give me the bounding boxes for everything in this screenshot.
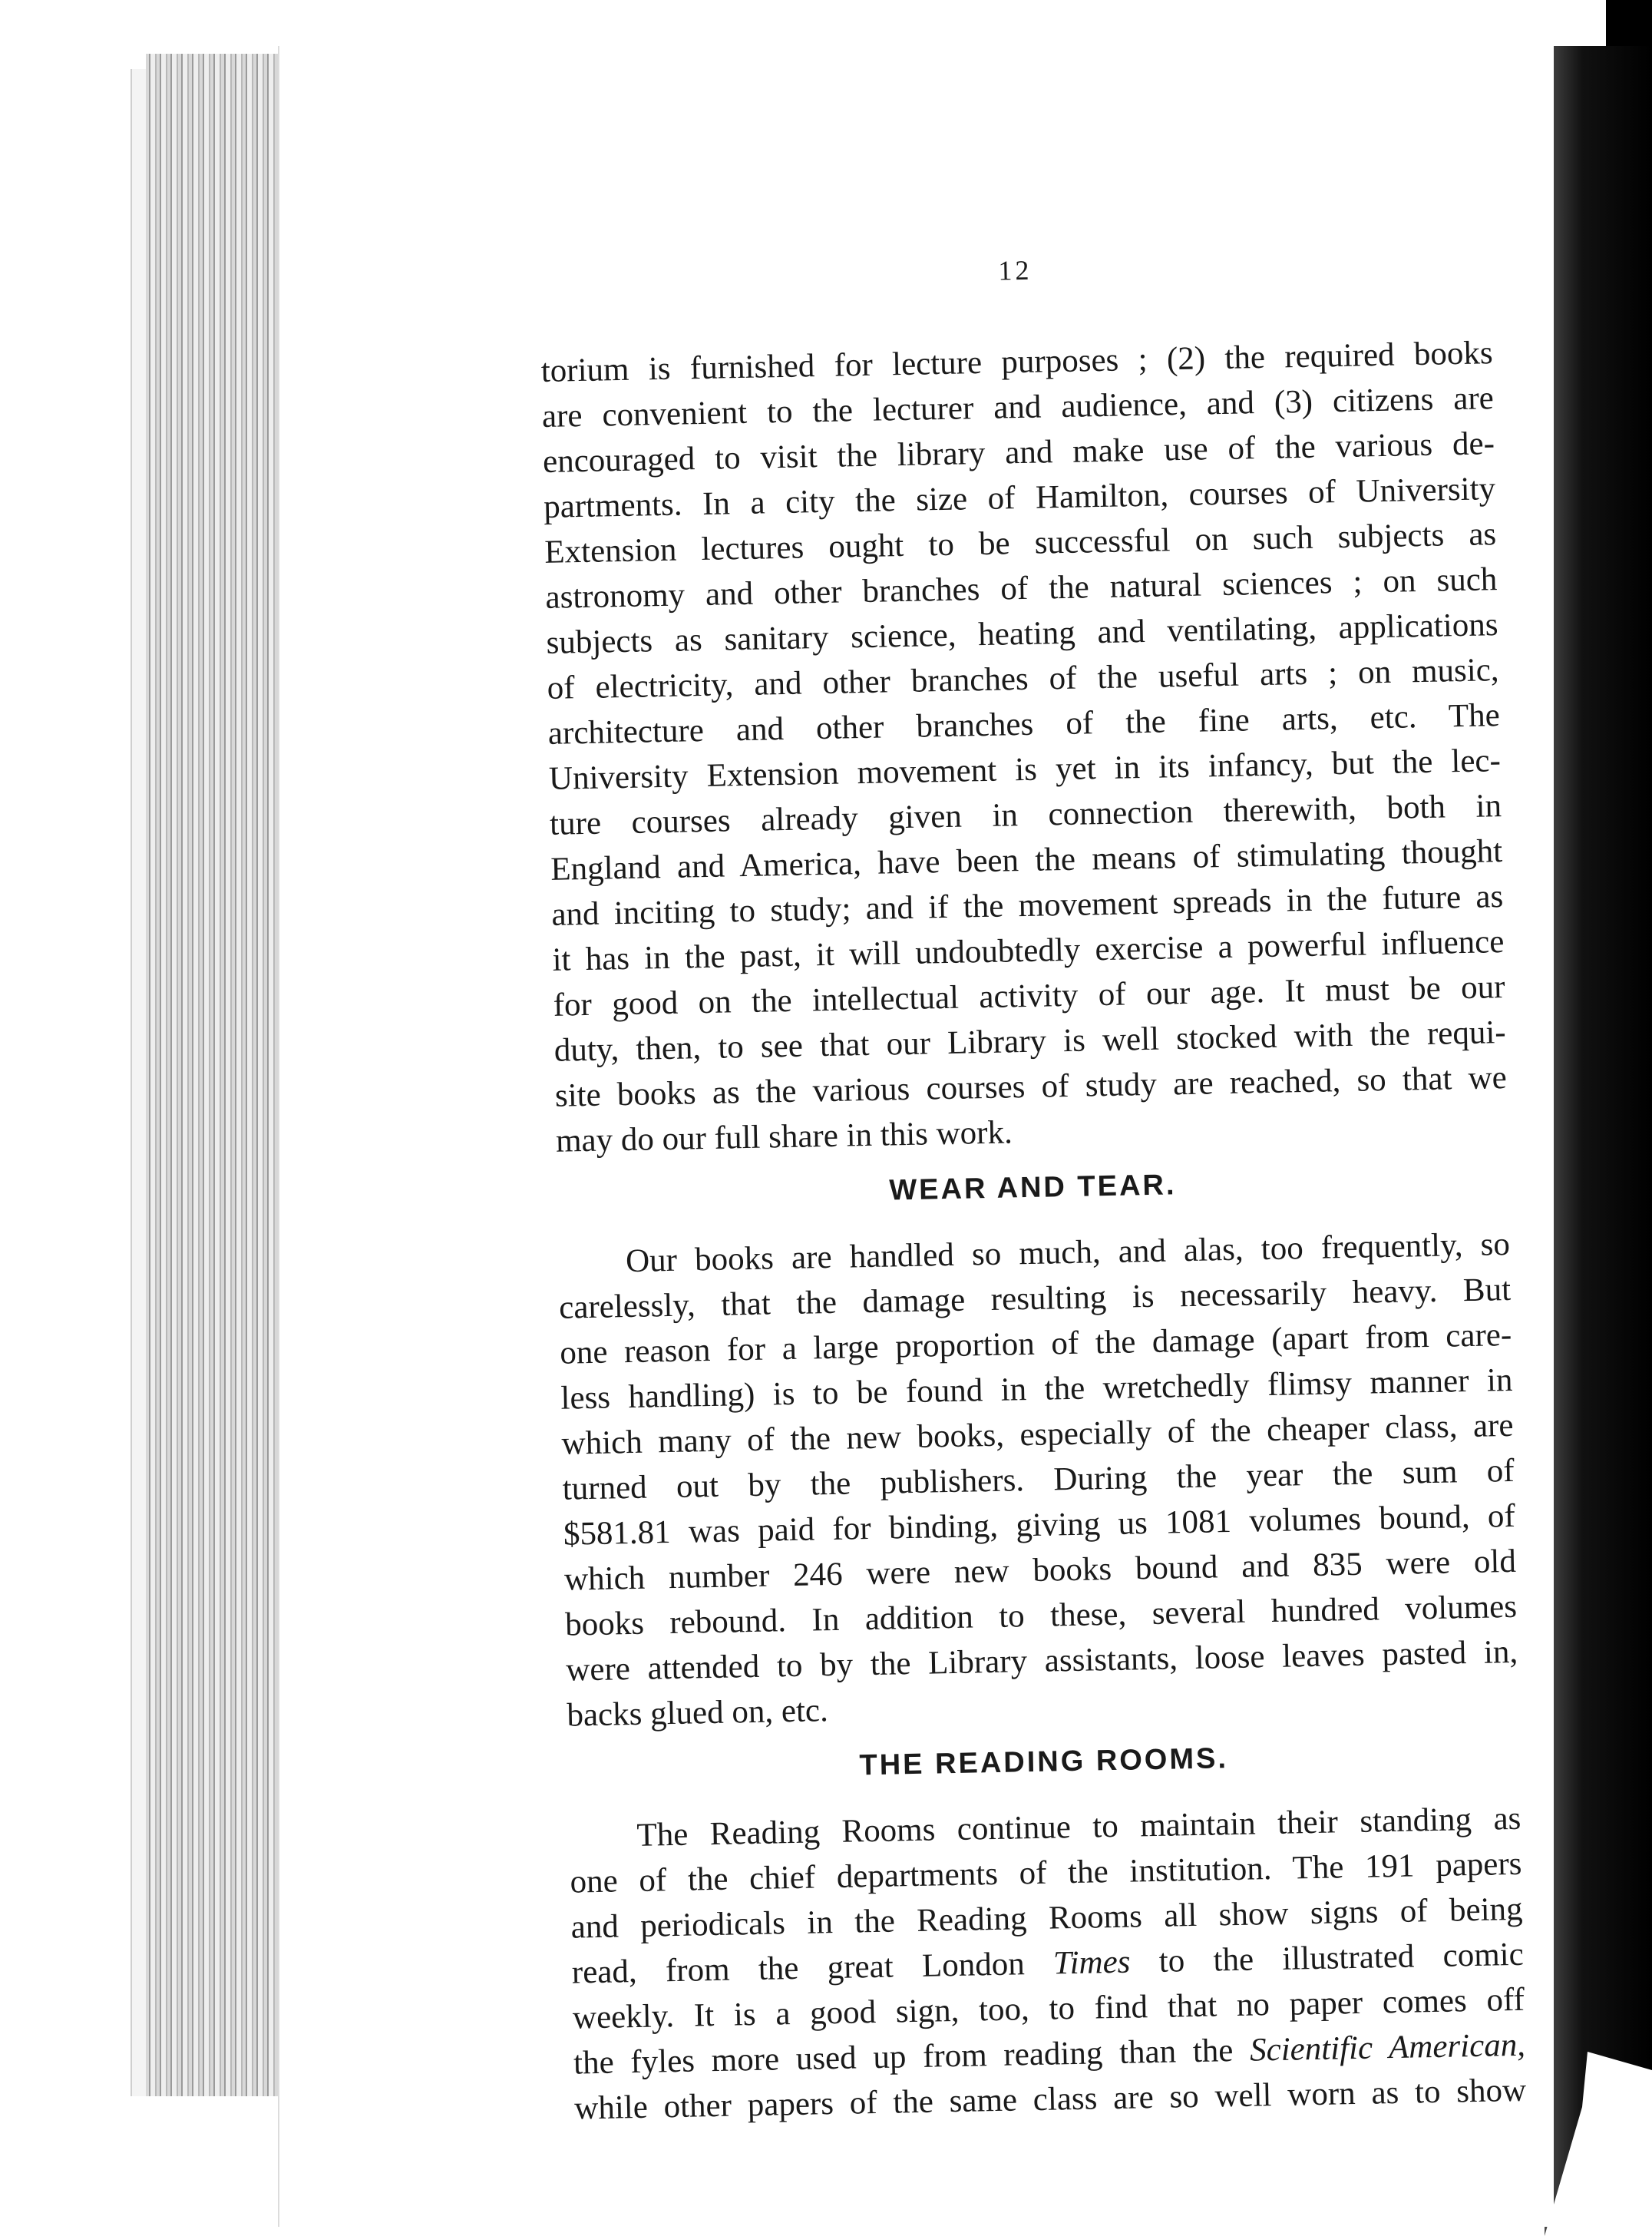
text-line: University Extension movement is yet in its infancy, but the lec-	[548, 743, 1502, 797]
text-line: $581.81 was paid for binding, giving us 1081 volumes bound, of	[563, 1497, 1516, 1553]
text-line: which many of the new books, especially of the cheaper class, are	[561, 1407, 1514, 1462]
text-line: one reason for a large proportion of the damage (apart from care-	[559, 1316, 1512, 1371]
text-line: backs glued on, etc.	[567, 1692, 829, 1734]
text-line: may do our full share in this work.	[555, 1114, 1013, 1159]
page-stack	[146, 54, 292, 2096]
text-line: subjects as sanitary science, heating and ventilating, applications	[546, 607, 1498, 661]
text-line: for good on the intellectual activity of our age. It must be our	[553, 969, 1505, 1024]
page-content	[539, 239, 1527, 2131]
text-line: books rebound. In addition to these, several hundred volumes	[564, 1588, 1518, 1643]
text-span: read, from the great London	[571, 1945, 1054, 1991]
text-line: England and America, have been the means of stimulating thought	[550, 833, 1503, 888]
text-line: while other papers of the same class are so well worn as to show	[573, 2072, 1527, 2127]
text-line: ture courses already given in connection therewith, both in	[549, 788, 1502, 842]
italic-title-times: Times	[1052, 1943, 1131, 1982]
paragraph-wear-and-tear	[558, 1222, 1519, 1738]
text-line: of electricity, and other branches of the useful arts ; on music,	[547, 652, 1500, 706]
text-line: less handling) is to be found in the wretchedly flimsy manner in	[560, 1361, 1513, 1417]
text-line: weekly. It is a good sign, too, to find that no paper comes off	[572, 1981, 1525, 2036]
text-line: are convenient to the lecturer and audience, and (3) citizens are	[541, 380, 1495, 435]
book-binding	[1545, 46, 1652, 2236]
text-line: Extension lectures ought to be successful on such subjects as	[544, 516, 1497, 571]
text-line: astronomy and other branches of the natural sciences ; on such	[545, 561, 1498, 616]
text-line: The Reading Rooms continue to maintain their standing as	[636, 1800, 1521, 1854]
paragraph-university-extension	[540, 330, 1508, 1164]
text-span: to the illustrated comic	[1129, 1936, 1525, 1980]
italic-title-scientific-american: Scientific American,	[1249, 2026, 1526, 2069]
section-heading-reading-rooms: THE READING ROOMS.	[859, 1742, 1229, 1782]
text-line: site books as the various courses of study are reached, so that we	[554, 1059, 1508, 1114]
page-number: 12	[998, 254, 1032, 286]
text-line: architecture and other branches of the fine arts, etc. The	[547, 697, 1501, 752]
text-line: carelessly, that the damage resulting is necessarily heavy. But	[558, 1271, 1512, 1326]
text-line: turned out by the publishers. During the year the sum of	[562, 1452, 1515, 1507]
text-line: it has in the past, it will undoubtedly exercise a powerful influence	[552, 924, 1505, 978]
text-line: and periodicals in the Reading Rooms all show signs of being	[570, 1890, 1523, 1946]
text-line: duty, then, to see that our Library is well stocked with the requi-	[553, 1014, 1507, 1069]
text-line: which number 246 were new books bound and 835 were old	[563, 1543, 1517, 1598]
text-line: Our books are handled so much, and alas, too frequently, so	[625, 1226, 1511, 1280]
section-heading-wear-and-tear: WEAR AND TEAR.	[888, 1169, 1177, 1207]
text-line: one of the chief departments of the institution. The 191 papers	[570, 1845, 1522, 1900]
text-line: partments. In a city the size of Hamilton, courses of University	[543, 471, 1496, 525]
book-page	[278, 46, 1554, 2227]
text-line: encouraged to visit the library and make use of the various de-	[542, 425, 1495, 480]
paragraph-reading-rooms	[569, 1796, 1527, 2132]
text-span: the fyles more used up from reading than the	[573, 2032, 1251, 2082]
text-line: torium is furnished for lecture purposes ; (2) the required books	[540, 335, 1494, 389]
text-line: were attended to by the Library assistants, loose leaves pasted in,	[565, 1633, 1518, 1689]
text-line: and inciting to study; and if the movement spreads in the future as	[550, 878, 1504, 933]
